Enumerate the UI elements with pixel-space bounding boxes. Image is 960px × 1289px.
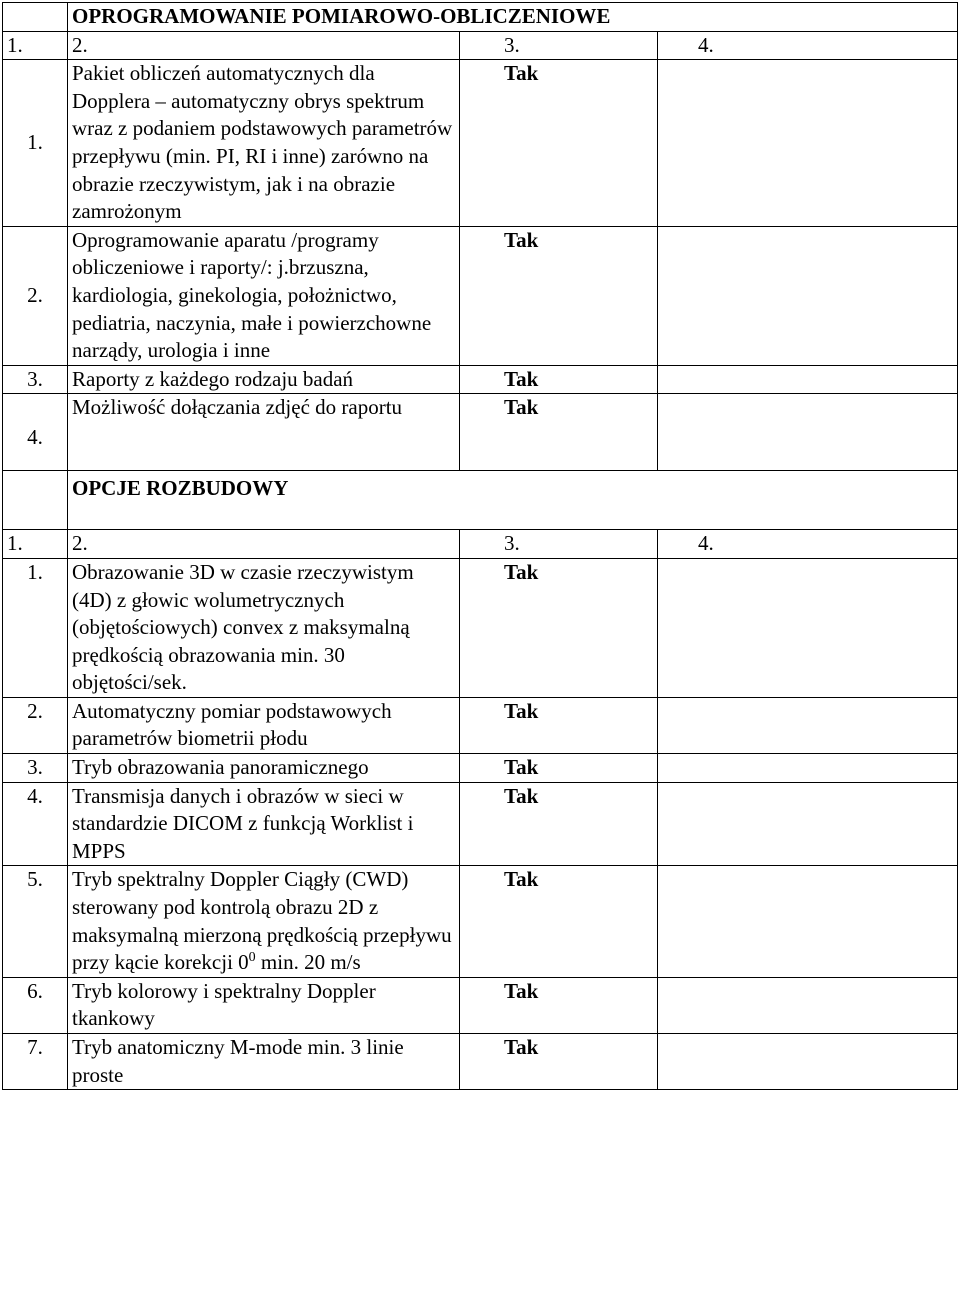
col-header-4: 4. (658, 530, 958, 559)
row-description-text-end: min. 20 m/s (255, 950, 361, 975)
row-number: 2. (3, 226, 68, 365)
row-notes (658, 697, 958, 753)
row-number: 1. (3, 558, 68, 697)
row-notes (658, 866, 958, 977)
col-header-2: 2. (68, 31, 460, 60)
row-description: Pakiet obliczeń automatycznych dla Dopplera – automatyczny obrys spektrum wraz z podaniem podstawowych parametrów przepływu (min. PI, RI i inne) zarówno na obrazie rzeczywistym, jak i na obrazie zamrożonym (68, 60, 460, 227)
section1-title: OPROGRAMOWANIE POMIAROWO-OBLICZENIOWE (68, 3, 958, 32)
row-value: Tak (460, 697, 658, 753)
row-description-text: Tryb spektralny Doppler Ciągły (CWD) sterowany pod kontrolą obrazu 2D z maksymalną mierzoną prędkością przepływu przy kącie korekcji 0 (72, 867, 452, 975)
row-description (68, 866, 460, 977)
row-notes (658, 977, 958, 1033)
col-header-4: 4. (658, 31, 958, 60)
row-description: Tryb kolorowy i spektralny Doppler tkankowy (68, 977, 460, 1033)
row-number: 6. (3, 977, 68, 1033)
table-row (3, 60, 958, 227)
row-notes (658, 1034, 958, 1090)
col-header-3: 3. (460, 31, 658, 60)
row-description: Tryb anatomiczny M-mode min. 3 linie proste (68, 1034, 460, 1090)
row-description: Transmisja danych i obrazów w sieci w standardzie DICOM z funkcją Worklist i MPPS (68, 782, 460, 866)
row-number: 4. (3, 394, 68, 471)
table-row (3, 782, 958, 866)
row-description: Obrazowanie 3D w czasie rzeczywistym (4D) z głowic wolumetrycznych (objętościowych) convex z maksymalną prędkością obrazowania min. 30 objętości/sek. (68, 558, 460, 697)
row-number: 1. (3, 60, 68, 227)
col-header-1: 1. (3, 530, 68, 559)
spec-table (2, 2, 958, 1090)
section1-column-headers (3, 31, 958, 60)
section2-column-headers (3, 530, 958, 559)
row-value: Tak (460, 977, 658, 1033)
row-description: Oprogramowanie aparatu /programy obliczeniowe i raporty/: j.brzuszna, kardiologia, ginekologia, położnictwo, pediatria, naczynia, małe i powierzchowne narządy, urologia i inne (68, 226, 460, 365)
col-header-2: 2. (68, 530, 460, 559)
table-row (3, 866, 958, 977)
row-value: Tak (460, 558, 658, 697)
row-value: Tak (460, 1034, 658, 1090)
row-value: Tak (460, 754, 658, 783)
row-number: 7. (3, 1034, 68, 1090)
table-row (3, 1034, 958, 1090)
row-number: 3. (3, 754, 68, 783)
table-row (3, 558, 958, 697)
table-row (3, 365, 958, 394)
row-notes (658, 365, 958, 394)
table-row (3, 226, 958, 365)
col-header-1: 1. (3, 31, 68, 60)
row-value: Tak (460, 226, 658, 365)
row-number: 2. (3, 697, 68, 753)
row-value: Tak (460, 866, 658, 977)
row-notes (658, 754, 958, 783)
row-number: 5. (3, 866, 68, 977)
row-value: Tak (460, 60, 658, 227)
section1-title-row (3, 3, 958, 32)
row-notes (658, 558, 958, 697)
section2-title-row (3, 471, 958, 530)
row-value: Tak (460, 365, 658, 394)
col-header-3: 3. (460, 530, 658, 559)
table-row (3, 754, 958, 783)
row-number: 4. (3, 782, 68, 866)
row-notes (658, 782, 958, 866)
row-number: 3. (3, 365, 68, 394)
table-row (3, 697, 958, 753)
row-notes (658, 394, 958, 471)
section2-title: OPCJE ROZBUDOWY (68, 471, 958, 530)
table-row (3, 394, 958, 471)
row-value: Tak (460, 394, 658, 471)
row-notes (658, 226, 958, 365)
row-description: Raporty z każdego rodzaju badań (68, 365, 460, 394)
row-description-superscript: 0 (248, 950, 256, 966)
row-value: Tak (460, 782, 658, 866)
table-row (3, 977, 958, 1033)
row-description: Automatyczny pomiar podstawowych parametrów biometrii płodu (68, 697, 460, 753)
row-description: Możliwość dołączania zdjęć do raportu (68, 394, 460, 471)
row-description: Tryb obrazowania panoramicznego (68, 754, 460, 783)
row-notes (658, 60, 958, 227)
